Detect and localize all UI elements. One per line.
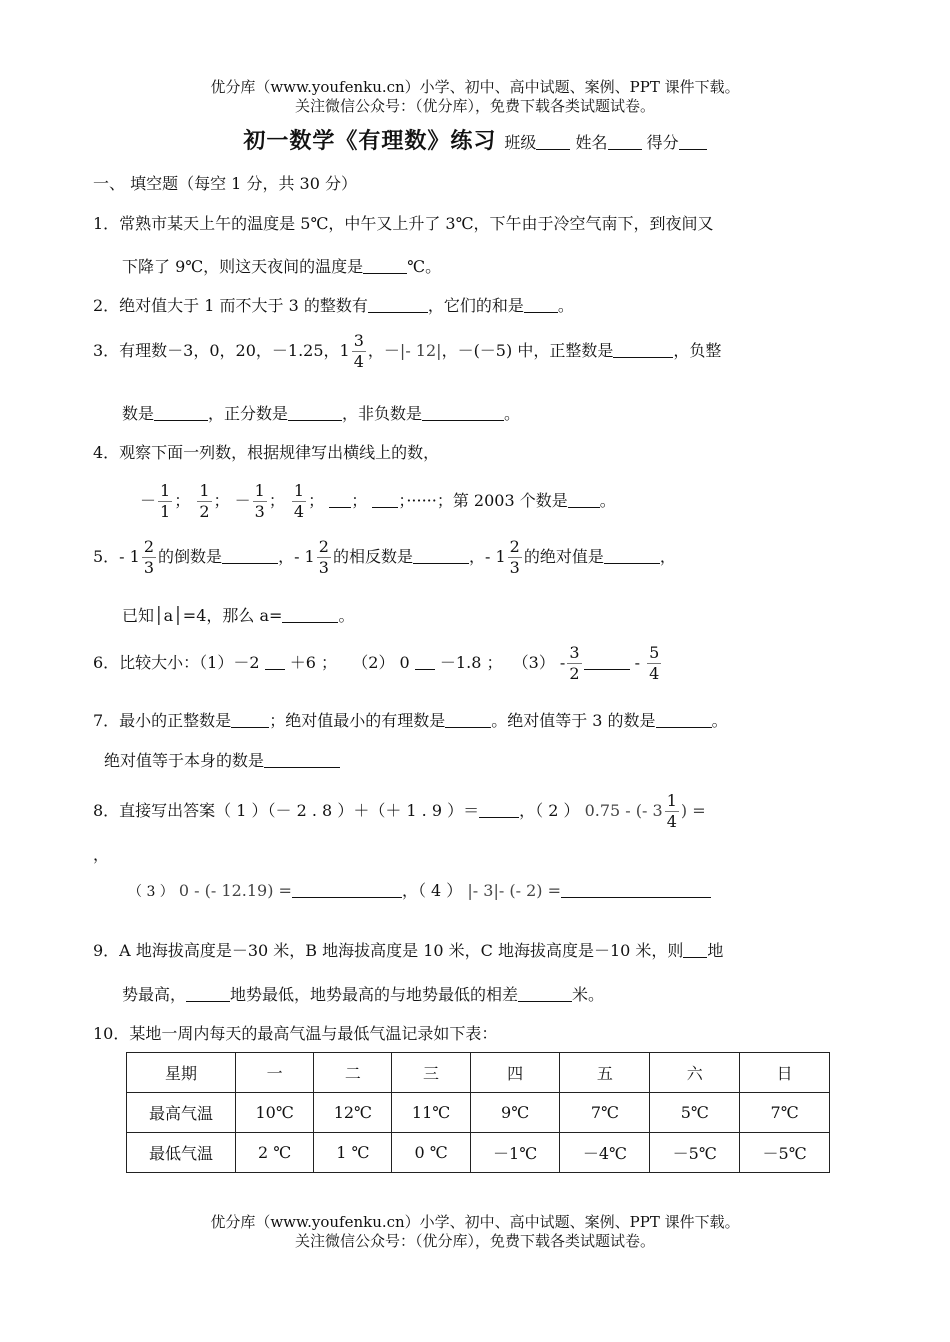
table-cell: 四: [470, 1053, 560, 1093]
q5-line-2: 已知│a│=4，那么 a= 。: [122, 606, 355, 625]
table-cell: 二: [314, 1053, 392, 1093]
q8-comma: ，: [93, 845, 110, 864]
table-cell: －4℃: [560, 1133, 650, 1173]
table-cell: 最低气温: [127, 1133, 236, 1173]
name-label: 姓名: [575, 133, 608, 152]
table-cell: 9℃: [470, 1093, 560, 1133]
temperature-table: [126, 1052, 830, 1173]
q5-fraction-2: $\frac{2}{3}$: [318, 537, 329, 577]
q4-fraction-2: $\frac{1}{2}$: [199, 481, 210, 521]
table-cell: 0 ℃: [392, 1133, 470, 1173]
q3-blank-3[interactable]: [288, 404, 342, 421]
table-cell: 1 ℃: [314, 1133, 392, 1173]
q5-line-1: 5．- 1 $\frac{2}{3}$ 的倒数是 ，- 1 $\frac{2}{3}$ 的相反数是 ，- 1 $\frac{2}{3}$ 的绝对值是 ，: [93, 537, 676, 577]
q9-line-1: 9．A 地海拔高度是－30 米，B 地海拔高度是 10 米，C 地海拔高度是－10 米，则 地: [93, 941, 724, 960]
q7-blank-4[interactable]: [264, 751, 340, 768]
table-cell: －5℃: [650, 1133, 740, 1173]
score-label: 得分: [646, 133, 679, 152]
q7-blank-1[interactable]: [231, 711, 269, 728]
q5-blank-4[interactable]: [282, 606, 338, 623]
q6-blank-2[interactable]: [415, 653, 435, 670]
q4-blank-3[interactable]: [568, 491, 600, 508]
section-heading: 一、 填空题（每空 1 分，共 30 分）: [93, 174, 357, 193]
table-cell: 一: [236, 1053, 314, 1093]
class-label: 班级: [504, 133, 537, 152]
q5-blank-1[interactable]: [222, 547, 278, 564]
table-cell: 10℃: [236, 1093, 314, 1133]
page-title: 初一数学《有理数》练习: [243, 128, 497, 154]
q5-fraction-1: $\frac{2}{3}$: [143, 537, 155, 577]
q4-fraction-1: $\frac{1}{1}$: [160, 481, 171, 521]
score-blank[interactable]: [679, 133, 707, 150]
q6-blank-3[interactable]: [584, 653, 630, 670]
name-blank[interactable]: [608, 133, 642, 150]
q1-line-2: 下降了 9℃，则这天夜间的温度是 ℃。: [122, 257, 442, 276]
table-header-row: [127, 1053, 830, 1093]
q9-blank-3[interactable]: [518, 985, 572, 1002]
q3-blank-2[interactable]: [154, 404, 208, 421]
q6-fraction-1: $\frac{3}{2}$: [569, 643, 580, 683]
q7-line-1: 7．最小的正整数是 ；绝对值最小的有理数是 。绝对值等于 3 的数是 。: [93, 711, 728, 730]
table-cell: －1℃: [470, 1133, 560, 1173]
class-blank[interactable]: [536, 133, 570, 150]
table-cell: －5℃: [740, 1133, 830, 1173]
q4-blank-1[interactable]: [329, 491, 351, 508]
q2-line: 2．绝对值大于 1 而不大于 3 的整数有 ，它们的和是 。: [93, 296, 574, 315]
table-cell: 三: [392, 1053, 470, 1093]
footer-line-1: 优分库（www.youfenku.cn）小学、初中、高中试题、案例、PPT 课件下载。: [210, 1213, 740, 1231]
table-cell: 7℃: [560, 1093, 650, 1133]
q7-blank-3[interactable]: [656, 711, 712, 728]
q4-fraction-4: $\frac{1}{4}$: [293, 481, 305, 521]
q3-fraction: $\frac{3}{4}$: [353, 331, 364, 371]
q8-blank-3[interactable]: [561, 881, 711, 898]
title-row: [0, 124, 950, 155]
q7-blank-2[interactable]: [445, 711, 491, 728]
table-cell: 六: [650, 1053, 740, 1093]
table-cell: 星期: [127, 1053, 236, 1093]
q1-blank[interactable]: [363, 257, 407, 274]
q2-blank-2[interactable]: [524, 296, 558, 313]
q8-blank-2[interactable]: [292, 881, 402, 898]
q5-blank-3[interactable]: [604, 547, 660, 564]
q6-blank-1[interactable]: [265, 653, 285, 670]
q4-line-1: 4．观察下面一列数，根据规律写出横线上的数，: [93, 443, 440, 462]
q4-blank-2[interactable]: [372, 491, 398, 508]
q7-line-2: 绝对值等于本身的数是: [104, 748, 340, 771]
q8-fraction: $\frac{1}{4}$: [666, 791, 677, 831]
q10-intro: 10．某地一周内每天的最高气温与最低气温记录如下表：: [93, 1024, 498, 1043]
q3-blank-1[interactable]: [613, 341, 673, 358]
q9-line-2: 势最高， 地势最低，地势最高的与地势最低的相差 米。: [122, 985, 605, 1004]
q1-line-1: 1．常熟市某天上午的温度是 5℃，中午又上升了 3℃，下午由于冷空气南下，到夜间又: [93, 214, 714, 233]
q8-line-1: 8．直接写出答案（ 1 ）（－ 2 . 8 ）＋（＋ 1 . 9 ）＝ ，（ 2 ） 0.75 - (- 3 $\frac{1}{4}$ ) =: [93, 791, 706, 831]
table-cell: 12℃: [314, 1093, 392, 1133]
table-cell: 最高气温: [127, 1093, 236, 1133]
table-row-low: [127, 1133, 830, 1173]
table-cell: 11℃: [392, 1093, 470, 1133]
q5-blank-2[interactable]: [413, 547, 469, 564]
q6-line: 6．比较大小：（1）－2 ＋6 ； （2） 0 －1.8 ； （3） - $\frac{3}{2}$ - $\frac{5}{4}$: [93, 643, 660, 683]
q3-blank-4[interactable]: [422, 404, 504, 421]
footer-line-2: 关注微信公众号：（优分库），免费下载各类试题试卷。: [294, 1232, 655, 1250]
q8-blank-1[interactable]: [479, 801, 519, 818]
q6-fraction-2: $\frac{5}{4}$: [649, 643, 660, 683]
header-line-1: 优分库（www.youfenku.cn）小学、初中、高中试题、案例、PPT 课件下载。: [210, 78, 740, 96]
q2-blank-1[interactable]: [368, 296, 428, 313]
q4-sequence: － $\frac{1}{1}$ ； $\frac{1}{2}$ ； － $\frac{1}{3}$ ； $\frac{1}{4}$ ； ； ；······；第 2003 个数是 。: [140, 481, 616, 521]
table-cell: 日: [740, 1053, 830, 1093]
q4-fraction-3: $\frac{1}{3}$: [254, 481, 265, 521]
q9-blank-2[interactable]: [186, 985, 230, 1002]
q3-line-2: 数是 ，正分数是 ，非负数是 。: [122, 404, 521, 423]
q3-line-1: 3．有理数－3，0，20，－1.25，1 $\frac{3}{4}$ ，－|- 12|，－(－5) 中，正整数是 ，负整: [93, 331, 722, 371]
q9-blank-1[interactable]: [683, 941, 707, 958]
q5-fraction-3: $\frac{2}{3}$: [509, 537, 520, 577]
table-cell: 2 ℃: [236, 1133, 314, 1173]
table-row-high: [127, 1093, 830, 1133]
header-line-2: 关注微信公众号：（优分库），免费下载各类试题试卷。: [294, 97, 655, 115]
table-cell: 5℃: [650, 1093, 740, 1133]
q3-abs-value: |- 12|: [399, 341, 442, 360]
table-cell: 7℃: [740, 1093, 830, 1133]
table-cell: 五: [560, 1053, 650, 1093]
q8-line-2: （ 3 ） 0 - (- 12.19) = ，（ 4 ） |- 3|- (- 2) =: [128, 878, 711, 901]
